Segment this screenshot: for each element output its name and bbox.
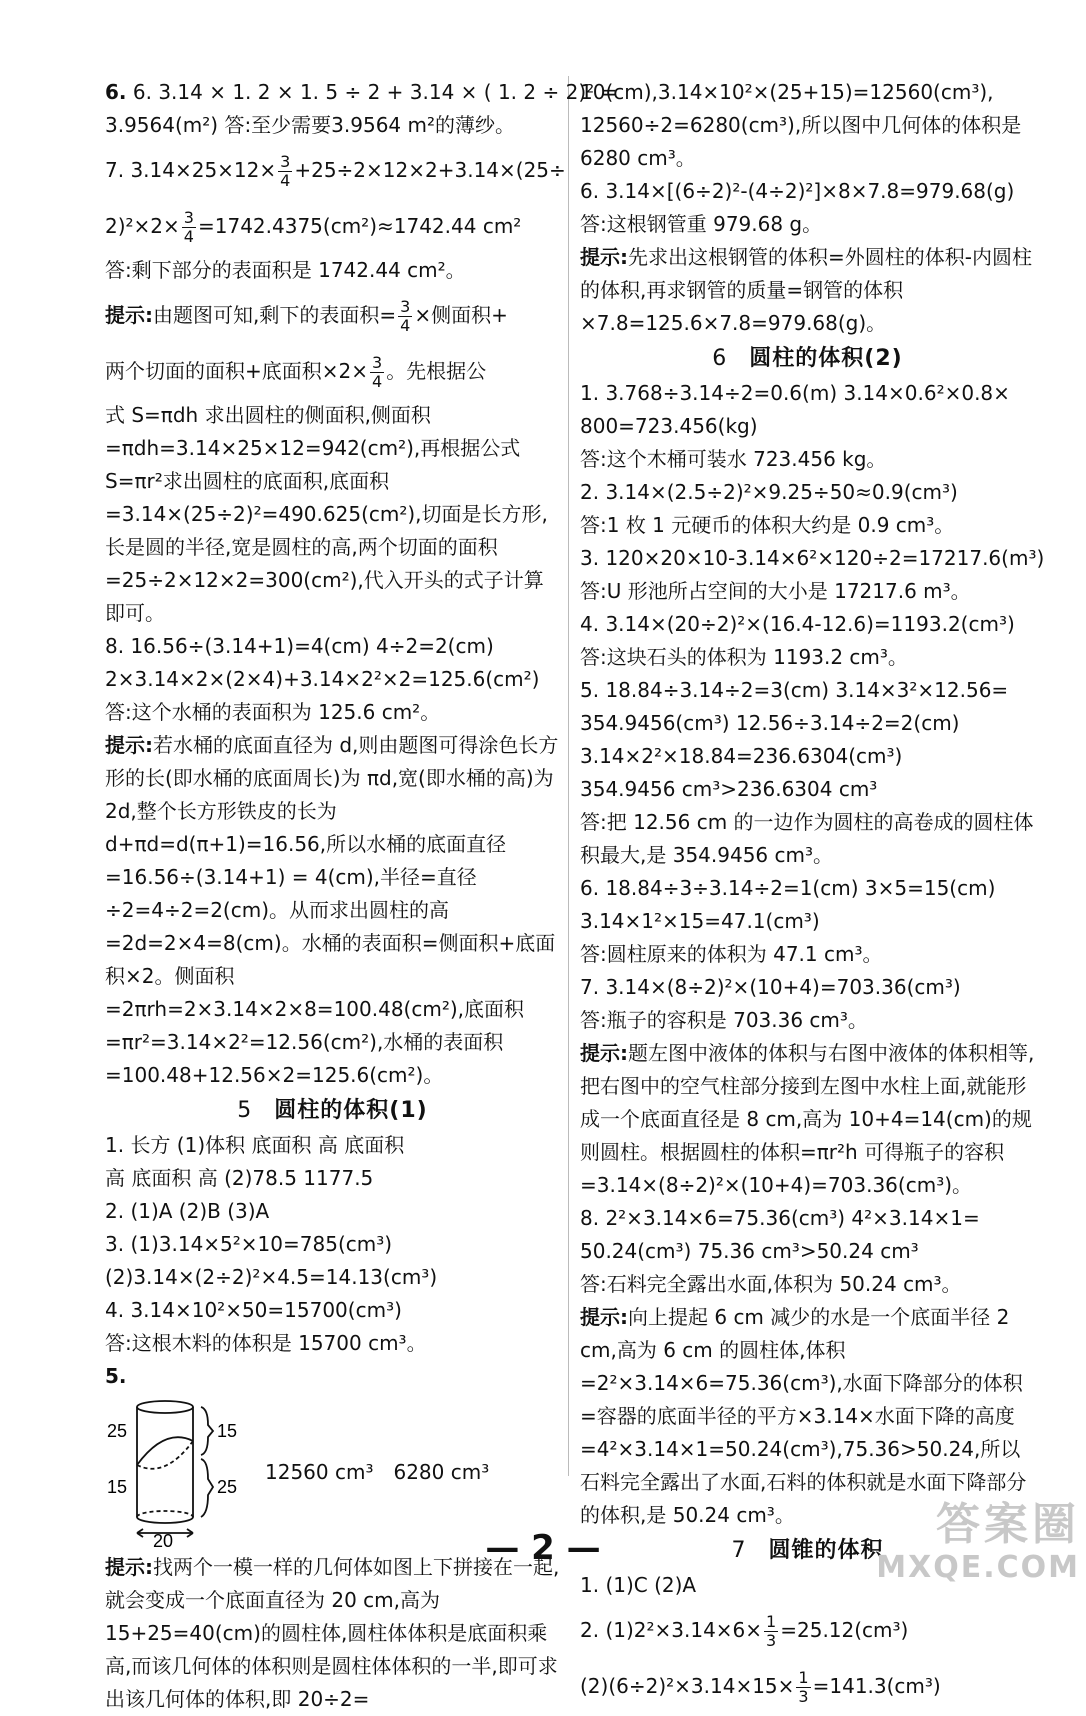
s5-q4-line1: 4. 3.14×10²×50=15700(cm³) xyxy=(105,1298,402,1322)
slant-cut-top xyxy=(137,1437,193,1465)
q7-line1: 7. 3.14×25×12× $\frac{3}{4}$ +25÷2×12×2+3.14×(25÷ xyxy=(105,152,566,190)
value-6280: 6280 cm³ xyxy=(393,1459,490,1484)
page-number: — 2 — xyxy=(485,1528,601,1568)
q8-line1: 8. 16.56÷(3.14+1)=4(cm) 4÷2=2(cm) xyxy=(105,634,494,658)
s5-q5-number: 5. xyxy=(105,1364,127,1388)
bottom-ellipse-back xyxy=(137,1511,193,1517)
q7-hint-line2: 两个切面的面积+底面积×2× $\frac{3}{4}$ 。先根据公 xyxy=(105,353,487,391)
fraction: $\frac{3}{4}$ xyxy=(372,353,383,391)
q7-hint-line1: 提示:由题图可知,剩下的表面积= $\frac{3}{4}$ ×侧面积+ xyxy=(105,297,508,335)
q8-line2: 2×3.14×2×(2×4)+3.14×2²×2=125.6(cm²) xyxy=(105,667,540,691)
fraction: $\frac{3}{4}$ xyxy=(280,152,291,190)
s6-q7-answer: 答:瓶子的容积是 703.36 cm³。 xyxy=(580,1008,868,1032)
label-15-left: 15 xyxy=(107,1477,128,1497)
r-q6-hint: 提示:先求出这根钢管的体积=外圆柱的体积-内圆柱的体积,再求钢管的质量=钢管的体积×7.8=125.6×7.8=979.68(g)。 xyxy=(580,245,1032,335)
watermark-bottom: MXQE.COM xyxy=(876,1550,1080,1585)
section-7-title: 7 圆锥的体积 xyxy=(731,1538,884,1563)
s5-q1-line2: 高 底面积 高 (2)78.5 1177.5 xyxy=(105,1166,374,1190)
s6-q8-line2: 50.24(cm³) 75.36 cm³>50.24 cm³ xyxy=(580,1239,919,1263)
s5-q3-line2: (2)3.14×(2÷2)²×4.5=14.13(cm³) xyxy=(105,1265,438,1289)
s6-q7-line1: 7. 3.14×(8÷2)²×(10+4)=703.36(cm³) xyxy=(580,975,961,999)
label-15-right: 15 xyxy=(217,1421,238,1441)
s7-q2-line2: (2)(6÷2)²×3.14×15× $\frac{1}{3}$ =141.3(cm³) xyxy=(580,1668,941,1706)
s5-q4-answer: 答:这根木料的体积是 15700 cm³。 xyxy=(105,1331,427,1355)
cont-line1: 10(cm),3.14×10²×(25+15)=12560(cm³), xyxy=(580,80,994,104)
figure-values xyxy=(265,1456,509,1489)
cylinder-diagram xyxy=(105,1397,255,1547)
brace-right-bottom xyxy=(201,1459,213,1517)
s6-q8-hint: 提示:向上提起 6 cm 减少的水是一个底面半径 2 cm,高为 6 cm 的圆柱体,体积=2²×3.14×6=75.36(cm³),水面下降部分的体积=容器的底面半径的平方×3.14×水面下降的高度=4²×3.14×1=50.24(cm³),75.36>50.24,所以石料完全露出了水面,石料的体积就是水面下降部分的体积,是 50.24 cm³。 xyxy=(580,1305,1027,1527)
s6-q2-line1: 2. 3.14×(2.5÷2)²×9.25÷50≈0.9(cm³) xyxy=(580,480,958,504)
s6-q5-line2: 354.9456(cm³) 12.56÷3.14÷2=2(cm) xyxy=(580,711,960,735)
s6-q6-answer: 答:圆柱原来的体积为 47.1 cm³。 xyxy=(580,942,883,966)
r-q6-answer: 答:这根钢管重 979.68 g。 xyxy=(580,212,823,236)
cont-line2: 12560÷2=6280(cm³),所以图中几何体的体积是 xyxy=(580,113,1022,137)
left-column xyxy=(105,76,618,1716)
s6-q5-line1: 5. 18.84÷3.14÷2=3(cm) 3.14×3²×12.56= xyxy=(580,678,1009,702)
s6-q6-line1: 6. 18.84÷3÷3.14÷2=1(cm) 3×5=15(cm) xyxy=(580,876,996,900)
s6-q6-line2: 3.14×1²×15=47.1(cm³) xyxy=(580,909,820,933)
s6-q3-answer: 答:U 形池所占空间的大小是 17217.6 m³。 xyxy=(580,579,971,603)
s6-q4-answer: 答:这块石头的体积为 1193.2 cm³。 xyxy=(580,645,908,669)
label-25-right: 25 xyxy=(217,1477,238,1497)
fraction: $\frac{1}{3}$ xyxy=(766,1612,777,1650)
fraction: $\frac{3}{4}$ xyxy=(183,208,194,246)
s5-q1-line1: 1. 长方 (1)体积 底面积 高 底面积 xyxy=(105,1133,405,1157)
s6-q3-line1: 3. 120×20×10-3.14×6²×120÷2=17217.6(m³) xyxy=(580,546,1045,570)
q7-line2: 2)²×2× $\frac{3}{4}$ =1742.4375(cm²)≈1742.44 cm² xyxy=(105,208,522,246)
q7-hint-rest: 式 S=πdh 求出圆柱的侧面积,侧面积=πdh=3.14×25×12=942(cm²),再根据公式S=πr²求出圆柱的底面积,底面积=3.14×(25÷2)²=490.625(cm²),切面是长方形,长是圆的半径,宽是圆柱的高,两个切面的面积=25÷2×12×2=300(cm²),代入开头的式子计算即可。 xyxy=(105,403,548,625)
s6-q1-line2: 800=723.456(kg) xyxy=(580,414,758,438)
right-column xyxy=(580,76,1045,1714)
bottom-ellipse-front xyxy=(137,1517,193,1523)
s6-q5-line3: 3.14×2²×18.84=236.6304(cm³) xyxy=(580,744,903,768)
value-12560: 12560 cm³ xyxy=(265,1459,374,1484)
watermark-top: 答案圈 xyxy=(936,1499,1080,1550)
fraction: $\frac{3}{4}$ xyxy=(400,297,411,335)
cont-line3: 6280 cm³。 xyxy=(580,146,696,170)
s6-q8-line1: 8. 2²×3.14×6=75.36(cm³) 4²×3.14×1= xyxy=(580,1206,980,1230)
s6-q4-line1: 4. 3.14×(20÷2)²×(16.4-12.6)=1193.2(cm³) xyxy=(580,612,1015,636)
watermark xyxy=(860,1500,1080,1596)
s6-q5-answer: 答:把 12.56 cm 的一边作为圆柱的高卷成的圆柱体积最大,是 354.9456 cm³。 xyxy=(580,810,1034,867)
q7-answer: 答:剩下部分的表面积是 1742.44 cm²。 xyxy=(105,258,466,282)
cylinder-figure xyxy=(105,1397,560,1547)
section-5-title: 5 圆柱的体积(1) xyxy=(237,1098,428,1123)
s7-q1: 1. (1)C (2)A xyxy=(580,1573,697,1597)
label-25-left: 25 xyxy=(107,1421,128,1441)
s6-q2-answer: 答:1 枚 1 元硬币的体积大约是 0.9 cm³。 xyxy=(580,513,955,537)
s6-q5-line4: 354.9456 cm³>236.6304 cm³ xyxy=(580,777,878,801)
label-20: 20 xyxy=(153,1531,174,1547)
section-6-title: 6 圆柱的体积(2) xyxy=(712,346,903,371)
s5-q2: 2. (1)A (2)B (3)A xyxy=(105,1199,270,1223)
q6-line1: 6. 6. 3.14 × 1. 2 × 1. 5 ÷ 2 + 3.14 × ( 1. 2 ÷ 2)² = xyxy=(105,80,618,104)
s6-q8-answer: 答:石料完全露出水面,体积为 50.24 cm³。 xyxy=(580,1272,962,1296)
s5-q3-line1: 3. (1)3.14×5²×10=785(cm³) xyxy=(105,1232,393,1256)
fraction: $\frac{1}{3}$ xyxy=(798,1668,809,1706)
column-divider xyxy=(568,76,569,1476)
r-q6-line1: 6. 3.14×[(6÷2)²-(4÷2)²]×8×7.8=979.68(g) xyxy=(580,179,1015,203)
s6-q1-answer: 答:这个木桶可装水 723.456 kg。 xyxy=(580,447,887,471)
q6-line2: 3.9564(m²) 答:至少需要3.9564 m²的薄纱。 xyxy=(105,113,516,137)
brace-right-top xyxy=(201,1407,213,1455)
q8-answer: 答:这个水桶的表面积为 125.6 cm²。 xyxy=(105,700,441,724)
q8-hint: 提示:若水桶的底面直径为 d,则由题图可得涂色长方形的长(即水桶的底面周长)为 πd,宽(即水桶的高)为 2d,整个长方形铁皮的长为 d+πd=d(π+1)=16.56,所以水桶的底面直径=16.56÷(3.14+1) = 4(cm),半径=直径÷2=4÷2=2(cm)。从而求出圆柱的高=2d=2×4=8(cm)。水桶的表面积=侧面积+底面积×2。侧面积=2πrh=2×3.14×2×8=100.48(cm²),底面积=πr²=3.14×2²=12.56(cm²),水桶的表面积=100.48+12.56×2=125.6(cm²)。 xyxy=(105,733,559,1087)
top-ellipse xyxy=(137,1401,193,1413)
s6-q1-line1: 1. 3.768÷3.14÷2=0.6(m) 3.14×0.6²×0.8× xyxy=(580,381,1010,405)
s7-q2-line1: 2. (1)2²×3.14×6× $\frac{1}{3}$ =25.12(cm³) xyxy=(580,1612,909,1650)
s6-q7-hint: 提示:题左图中液体的体积与右图中液体的体积相等,把右图中的空气柱部分接到左图中水柱上面,就能形成一个底面直径是 8 cm,高为 10+4=14(cm)的规则圆柱。根据圆柱的体积=πr²h 可得瓶子的容积=3.14×(8÷2)²×(10+4)=703.36(cm³)。 xyxy=(580,1041,1035,1197)
s5-q5-hint: 提示:找两个一模一样的几何体如图上下拼接在一起,就会变成一个底面直径为 20 cm,高为15+25=40(cm)的圆柱体,圆柱体体积是底面积乘高,而该几何体的体积则是圆柱体体积的一半,即可求出该几何体的体积,即 20÷2= xyxy=(105,1555,560,1711)
